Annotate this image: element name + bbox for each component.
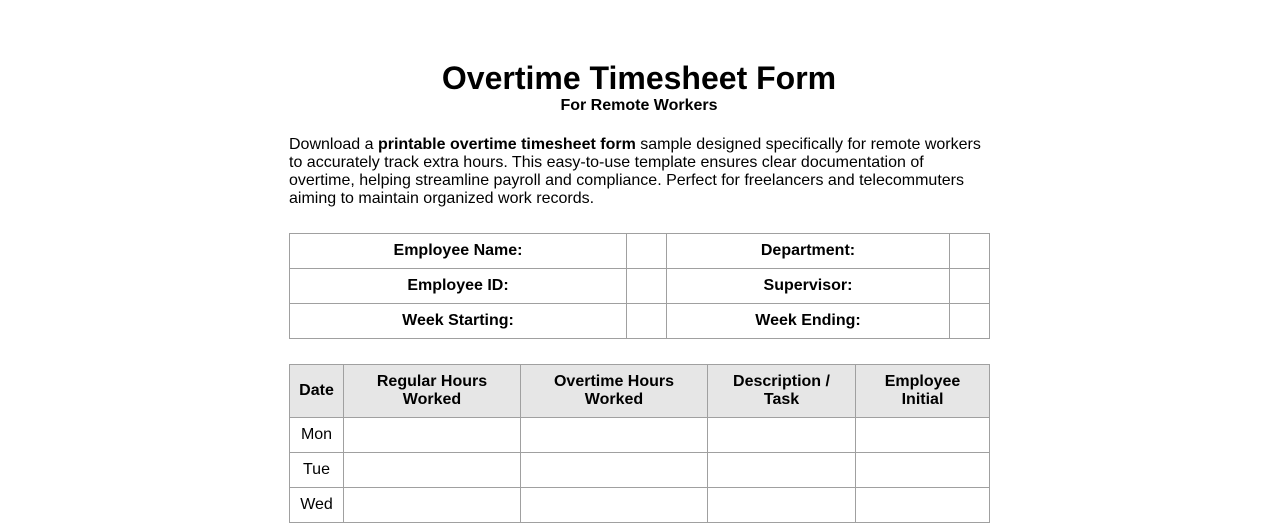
- hours-table: [289, 364, 990, 523]
- week-starting-field[interactable]: [627, 304, 667, 339]
- col-header-initial: Employee Initial: [856, 365, 990, 418]
- intro-text-bold: printable overtime timesheet form: [377, 136, 636, 153]
- intro-paragraph: [289, 136, 989, 208]
- initial-cell[interactable]: [856, 453, 990, 488]
- week-ending-label: Week Ending:: [667, 304, 950, 339]
- week-starting-label: Week Starting:: [290, 304, 627, 339]
- overtime-hours-cell[interactable]: [521, 453, 708, 488]
- info-row: [290, 269, 990, 304]
- employee-name-field[interactable]: [627, 234, 667, 269]
- timesheet-document: [289, 0, 989, 523]
- overtime-hours-cell[interactable]: [521, 488, 708, 523]
- supervisor-label: Supervisor:: [667, 269, 950, 304]
- date-cell: Wed: [290, 488, 344, 523]
- description-cell[interactable]: [708, 453, 856, 488]
- initial-cell[interactable]: [856, 488, 990, 523]
- date-cell: Mon: [290, 418, 344, 453]
- col-header-description: Description / Task: [708, 365, 856, 418]
- table-row: [290, 488, 990, 523]
- table-row: [290, 418, 990, 453]
- week-ending-field[interactable]: [950, 304, 990, 339]
- table-row: [290, 453, 990, 488]
- regular-hours-cell[interactable]: [344, 488, 521, 523]
- info-row: [290, 304, 990, 339]
- regular-hours-cell[interactable]: [344, 453, 521, 488]
- overtime-hours-cell[interactable]: [521, 418, 708, 453]
- employee-name-label: Employee Name:: [290, 234, 627, 269]
- info-row: [290, 234, 990, 269]
- col-header-date: Date: [290, 365, 344, 418]
- regular-hours-cell[interactable]: [344, 418, 521, 453]
- intro-text-start: Download a: [289, 136, 378, 153]
- hours-table-header: [290, 365, 990, 418]
- col-header-overtime-hours: Overtime Hours Worked: [521, 365, 708, 418]
- department-label: Department:: [667, 234, 950, 269]
- employee-info-table: [289, 233, 990, 339]
- supervisor-field[interactable]: [950, 269, 990, 304]
- page-title: Overtime Timesheet Form: [441, 60, 837, 96]
- description-cell[interactable]: [708, 418, 856, 453]
- col-header-regular-hours: Regular Hours Worked: [344, 365, 521, 418]
- employee-id-field[interactable]: [627, 269, 667, 304]
- employee-id-label: Employee ID:: [290, 269, 627, 304]
- description-cell[interactable]: [708, 488, 856, 523]
- intro-text-end: sample designed specifically for remote workers to accurately track extra hours. This easy-to-use template ensures clear documentation of overtime, helping streamline payroll and compliance. Perfect for freelancers and telecommuters aiming to maintain organized work records.: [289, 136, 981, 207]
- date-cell: Tue: [290, 453, 344, 488]
- page-subtitle: For Remote Workers: [560, 97, 718, 114]
- department-field[interactable]: [950, 234, 990, 269]
- initial-cell[interactable]: [856, 418, 990, 453]
